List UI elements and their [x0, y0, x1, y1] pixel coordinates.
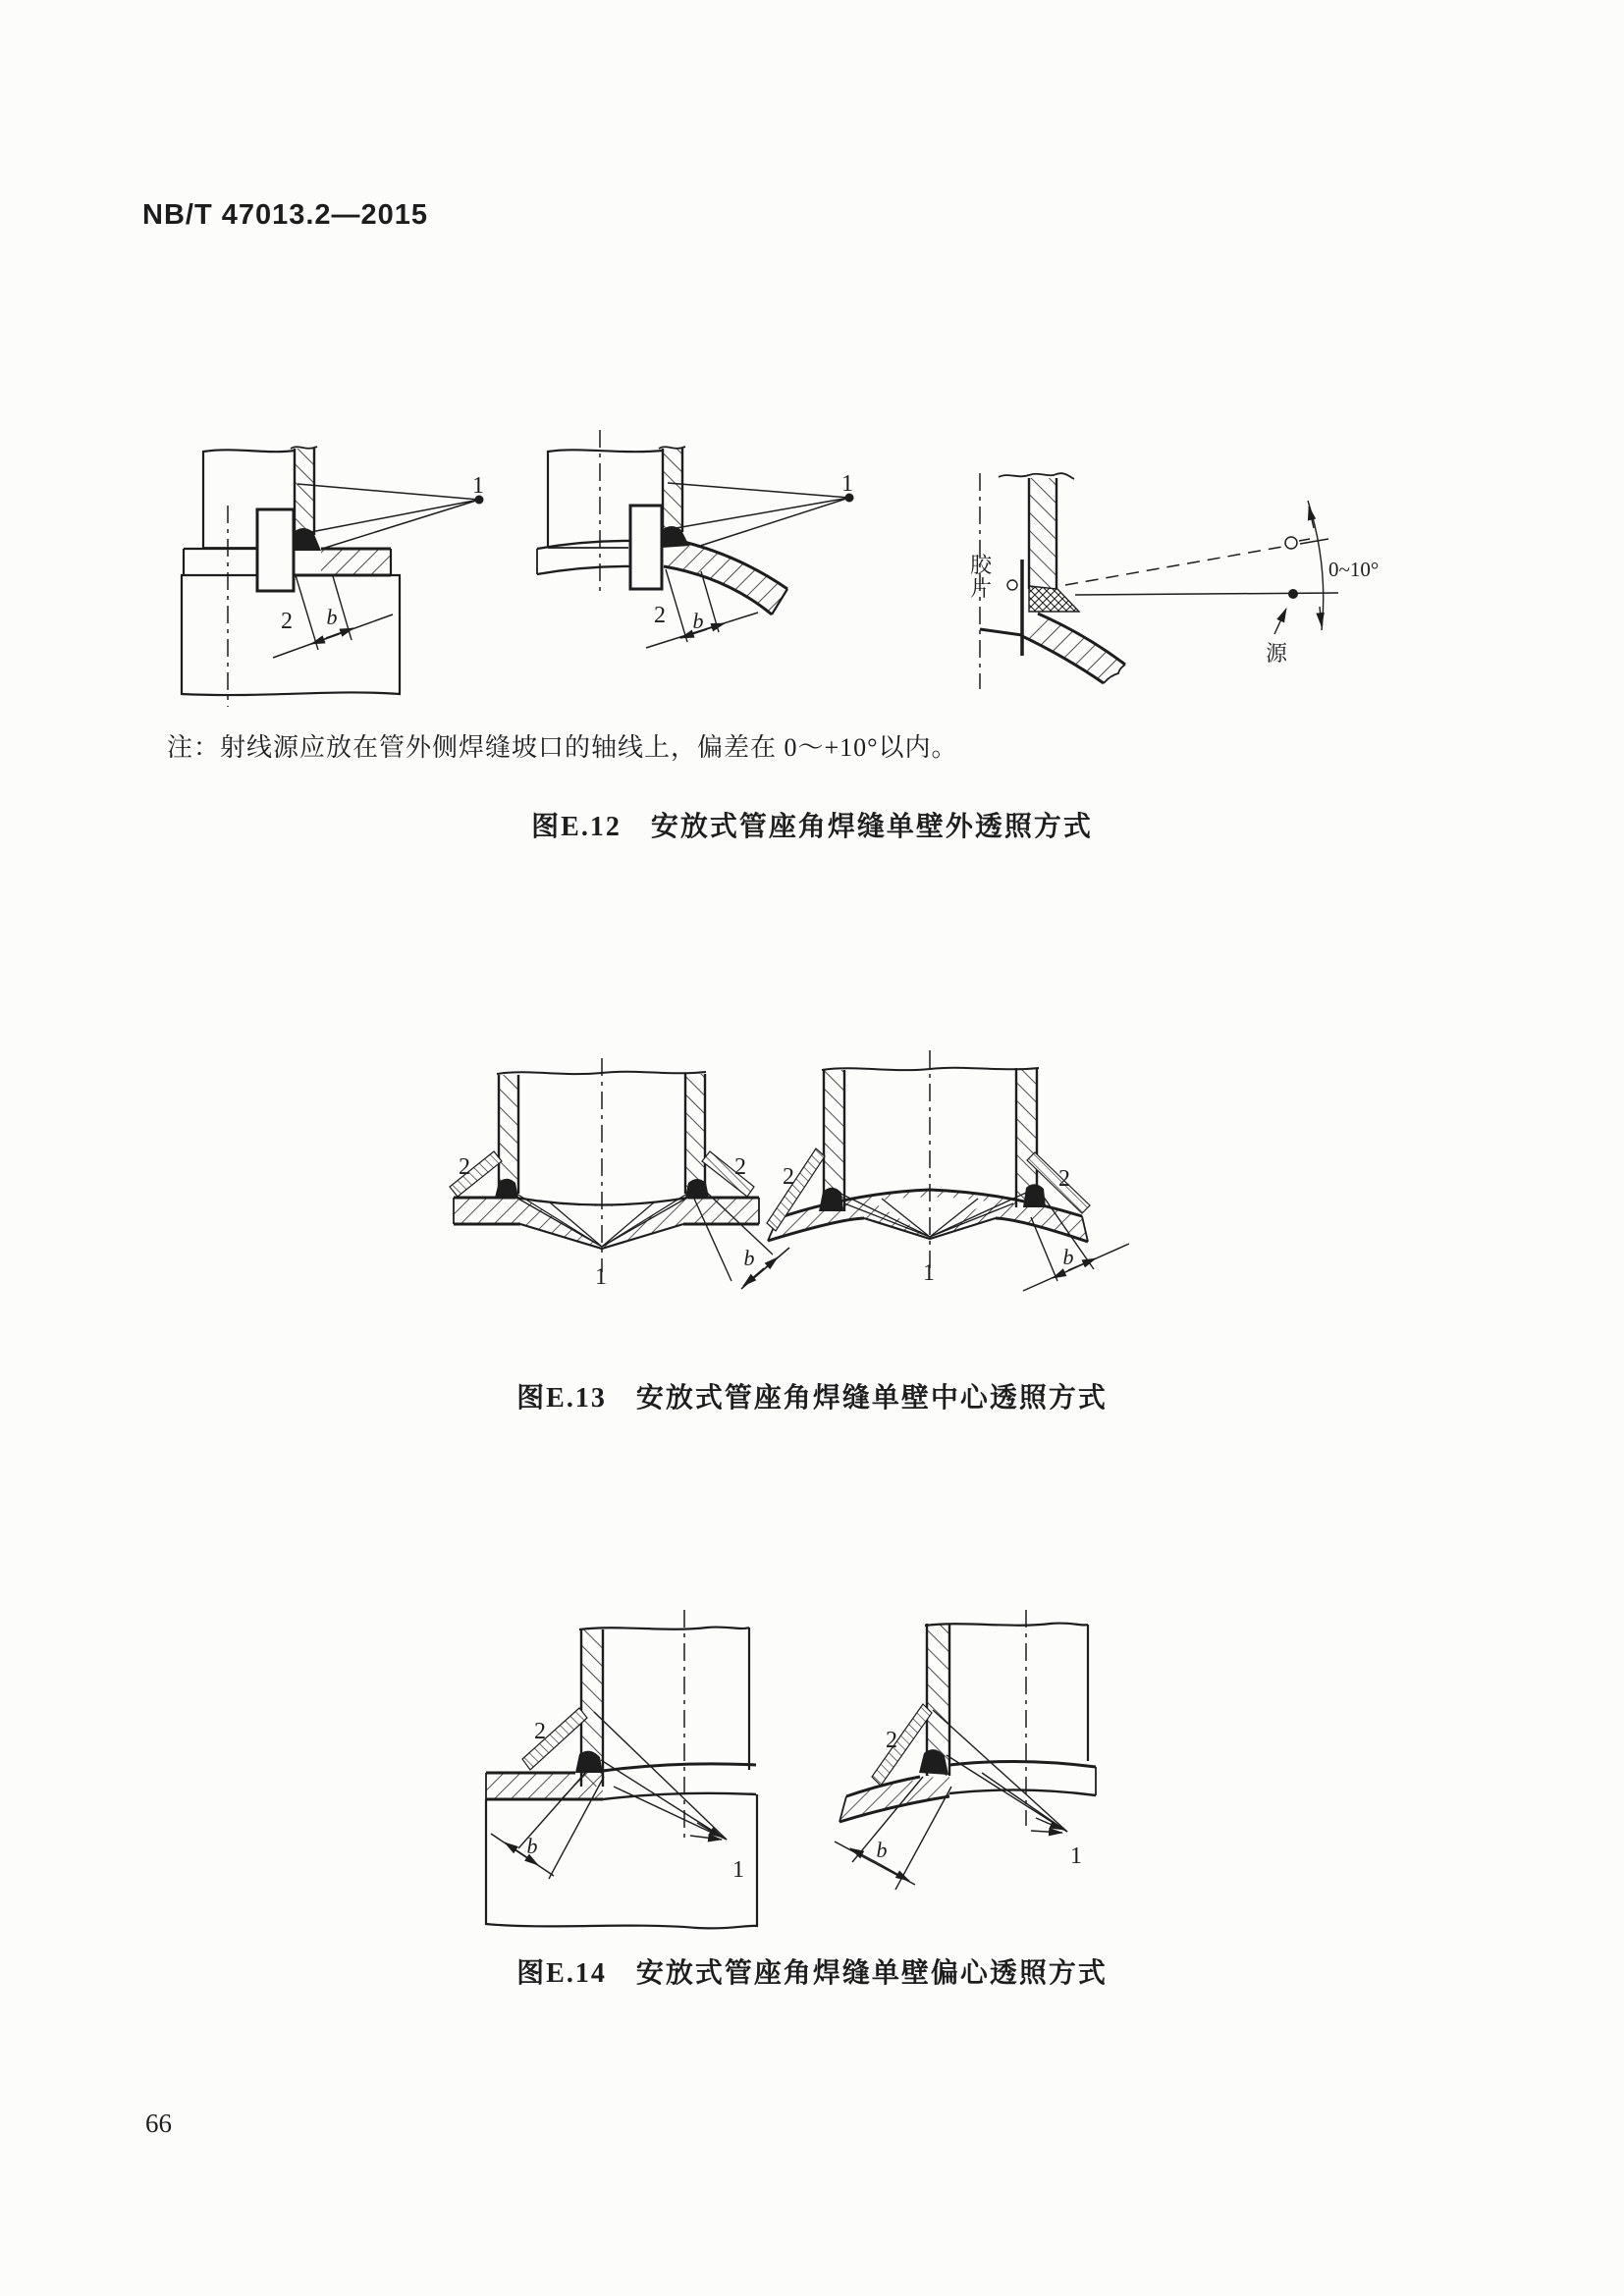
figure-e12-caption: 图E.12 安放式管座角焊缝单壁外透照方式 — [531, 812, 1093, 842]
weld-bead-right — [1023, 1184, 1046, 1207]
diagram-offset-curved — [835, 1610, 1096, 1890]
source-label: 1 — [923, 1260, 935, 1286]
source-pointer-arrow — [1274, 609, 1286, 634]
weld-cross-section — [1029, 586, 1079, 612]
weld-axis-line — [1075, 593, 1338, 595]
film-strip-left — [450, 1151, 502, 1197]
shell-cross-section — [839, 1775, 949, 1822]
film-strip — [872, 1704, 932, 1786]
b-dimension-label: b — [326, 605, 338, 629]
figure-e12-diagrams — [108, 422, 1571, 709]
film-label: 2 — [886, 1728, 897, 1753]
shell-front-curve — [980, 629, 1022, 635]
figure-e12-note: 注：射线源应放在管外侧焊缝坡口的轴线上，偏差在 0～+10°以内。 — [167, 733, 958, 762]
film-label-right: 2 — [1058, 1166, 1070, 1192]
standard-number-header: NB/T 47013.2—2015 — [142, 199, 429, 231]
figure-e14-caption: 图E.14 安放式管座角焊缝单壁偏心透照方式 — [516, 1958, 1108, 1989]
shell-cross-section — [664, 540, 787, 614]
origin-mark — [1007, 580, 1017, 590]
dash-tail — [1299, 539, 1310, 541]
b-dimension-label: b — [876, 1838, 888, 1862]
b-dimension-label: b — [1062, 1245, 1074, 1269]
film-strip — [522, 1708, 587, 1770]
radiation-beam — [933, 1710, 1067, 1833]
figure-e13-diagrams — [412, 1039, 1159, 1372]
source-label: 1 — [732, 1857, 744, 1883]
b-dimension-label: b — [743, 1246, 755, 1270]
film-label: 2 — [534, 1719, 546, 1744]
plate-cross-section — [295, 549, 391, 575]
source-label-cn: 源 — [1265, 641, 1288, 666]
film-label-left: 2 — [459, 1154, 470, 1180]
page-number: 66 — [145, 2109, 172, 2138]
reinforcing-pad — [257, 509, 294, 591]
film-strip-right — [702, 1151, 754, 1197]
figure-e13-caption: 图E.13 安放式管座角焊缝单壁中心透照方式 — [516, 1383, 1108, 1414]
b-dimension-label: b — [692, 609, 704, 633]
diagram-offset-flat — [486, 1610, 757, 1928]
offset-axis-dashed — [1065, 547, 1282, 585]
figure-e14-diagrams — [461, 1598, 1208, 1942]
branch-pipe — [925, 1624, 1088, 1776]
source-label: 1 — [595, 1264, 607, 1290]
film-label-left: 2 — [783, 1164, 794, 1190]
diagram-nozzle-on-flat-plate — [182, 447, 484, 707]
film-label-cn-1: 胶 — [969, 553, 993, 577]
radiation-beam — [296, 484, 479, 549]
diagram-source-alignment — [970, 473, 1379, 689]
weld-bead-left — [819, 1188, 843, 1211]
reinforcing-pad — [630, 506, 662, 589]
radiation-beam — [594, 1712, 727, 1840]
pipe-wall-section — [999, 473, 1074, 589]
source-point — [1288, 589, 1298, 599]
angle-range-label: 0~10° — [1328, 558, 1380, 581]
diagram-central-curved — [767, 1050, 1129, 1291]
angle-arc — [1300, 501, 1328, 630]
film-label: 2 — [281, 609, 293, 634]
plate-cross-section — [486, 1773, 603, 1799]
film-projection-lines — [296, 575, 352, 650]
film-label: 2 — [654, 603, 666, 628]
source-label: 1 — [472, 473, 484, 499]
b-dimension-label: b — [526, 1834, 538, 1858]
source-label: 1 — [841, 471, 853, 497]
offset-source-mark — [1285, 537, 1297, 549]
source-label: 1 — [1070, 1843, 1082, 1869]
shell-cross-section — [1022, 614, 1125, 683]
diagram-central-flat — [450, 1058, 789, 1290]
header-block — [486, 1794, 757, 1928]
radiation-beam — [665, 483, 849, 547]
diagram-nozzle-on-curved-shell — [537, 430, 854, 648]
film-label-right: 2 — [734, 1154, 746, 1180]
shell-front-view — [949, 1761, 1096, 1795]
film-label-cn-2: 片 — [969, 576, 993, 601]
